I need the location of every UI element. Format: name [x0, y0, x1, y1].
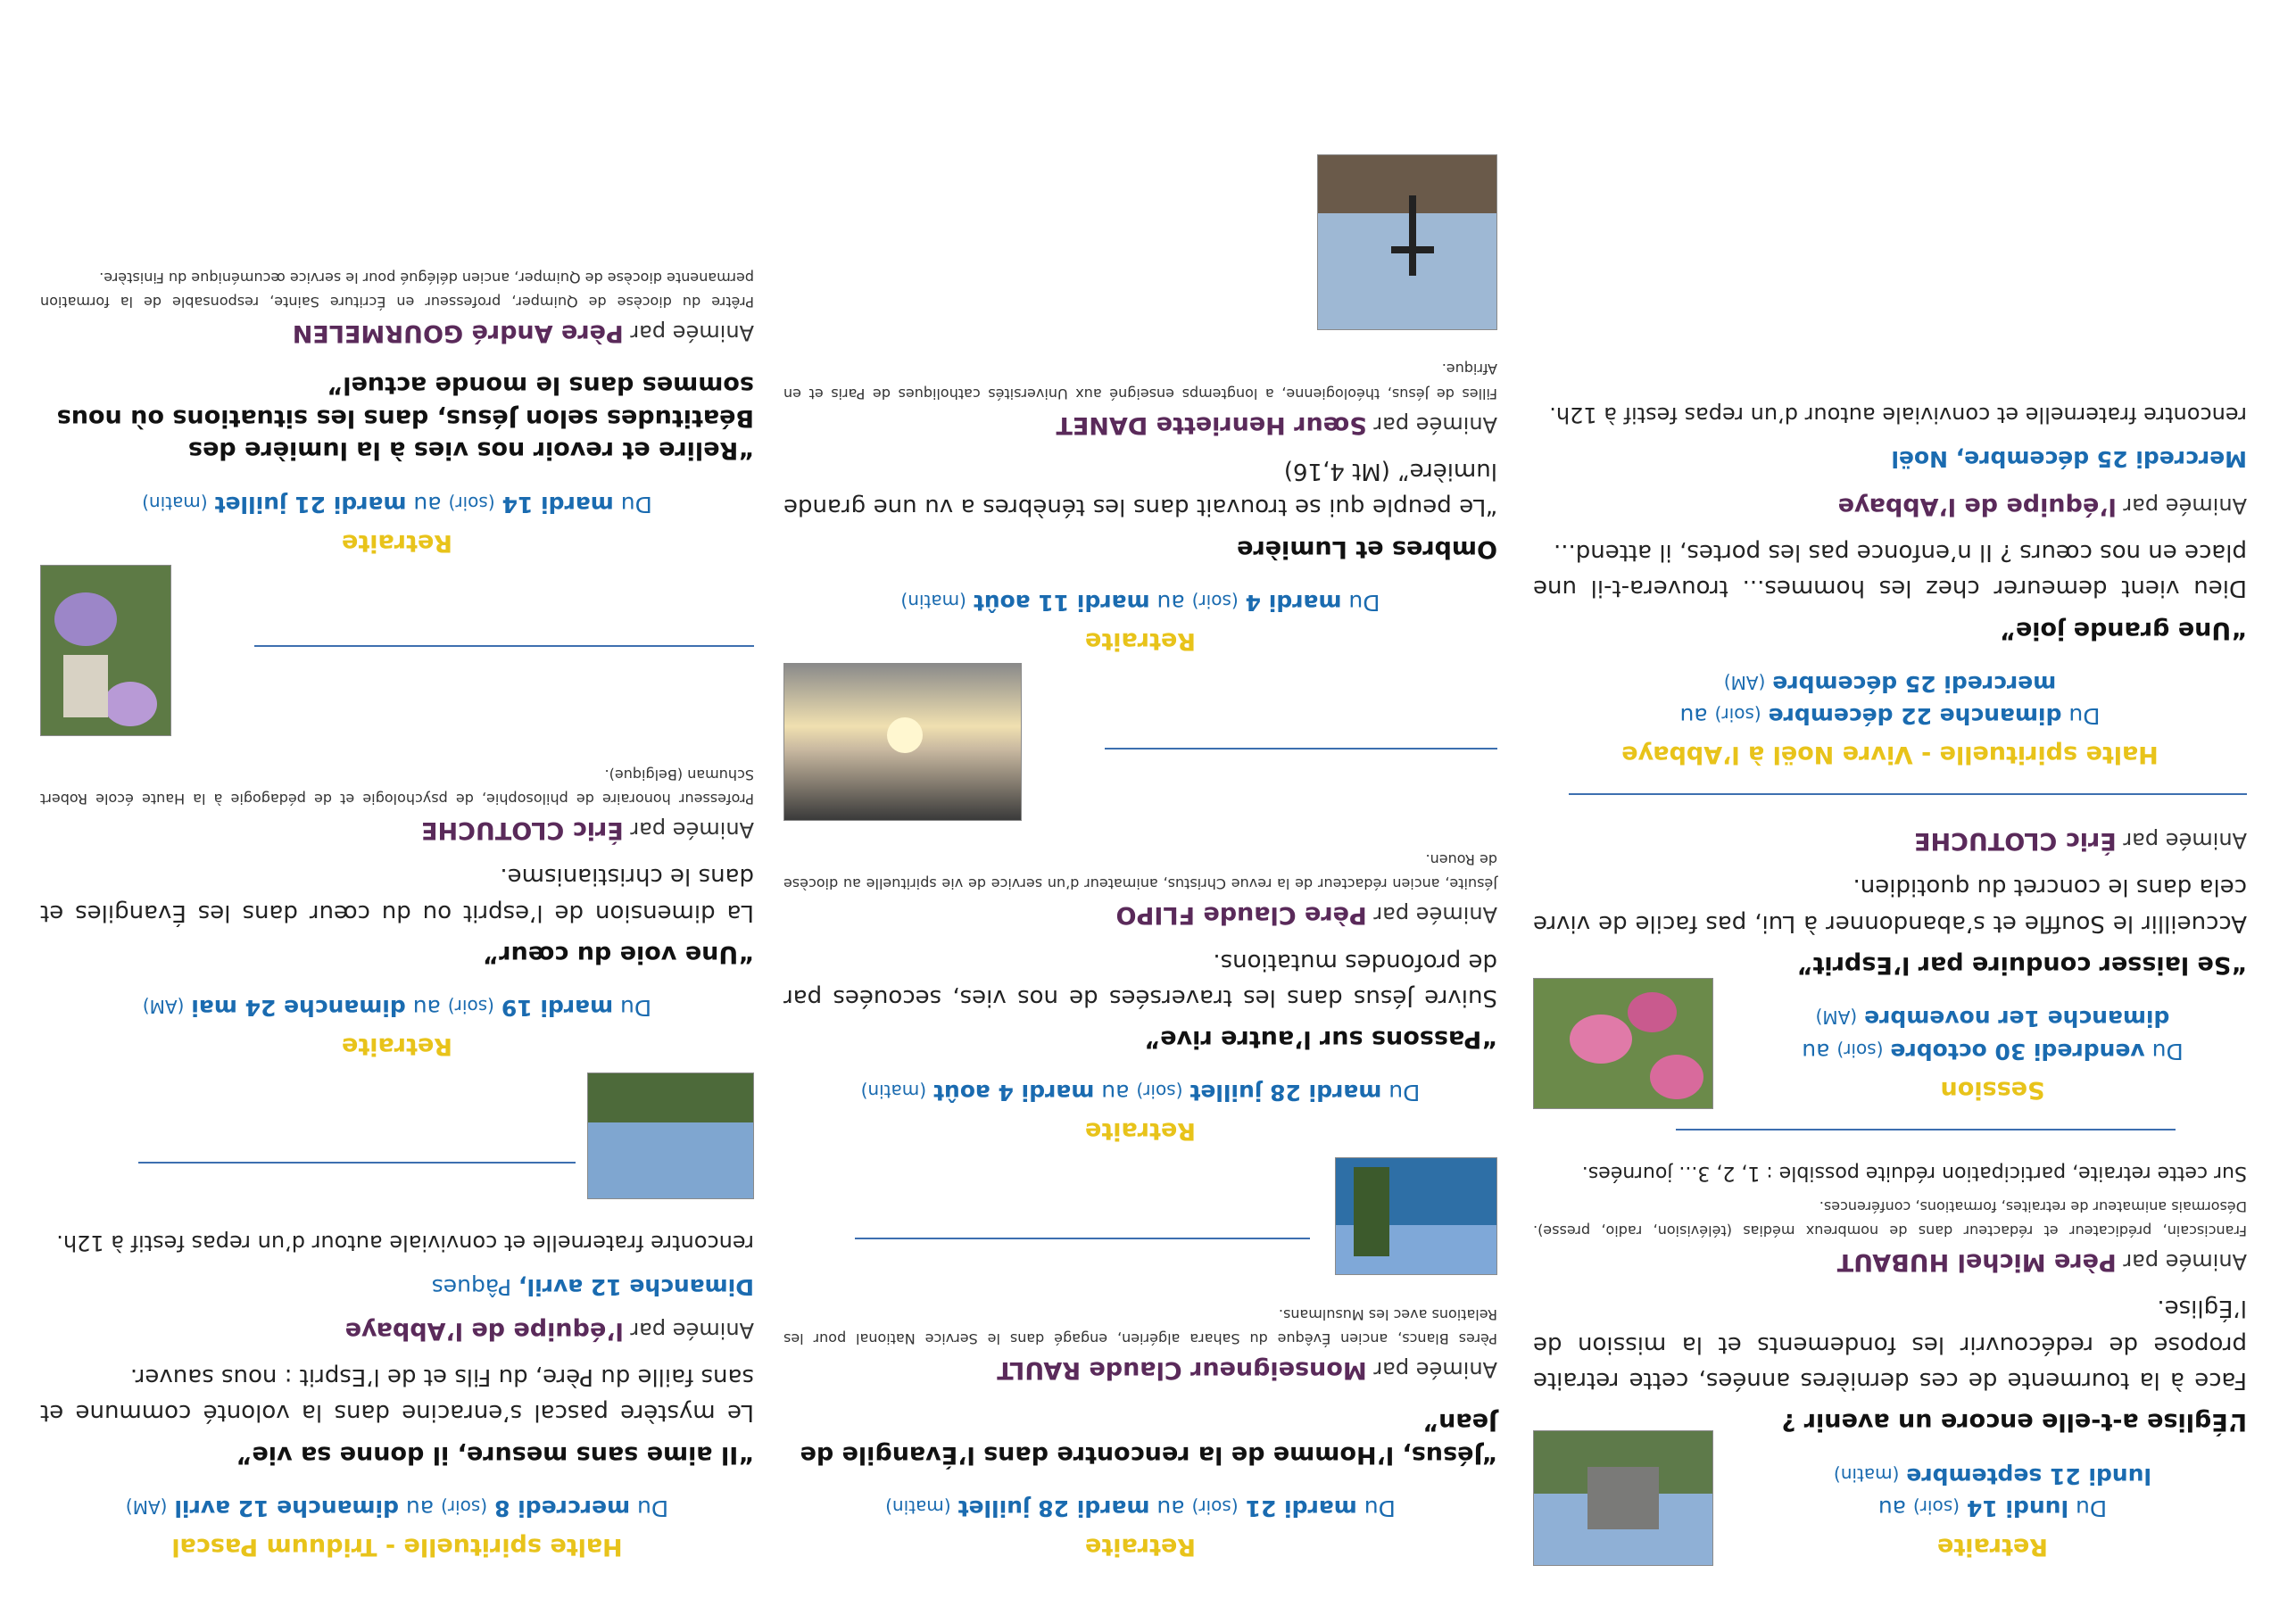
event-retraite-danet — [783, 357, 1497, 660]
event-animator: Animée par Sœur Henriette DANET — [1056, 410, 1497, 439]
event-animator: Animée par Père Claude FLIPO — [1115, 901, 1497, 930]
event-kind: Retraite — [341, 1032, 453, 1061]
event-halte-noel — [1533, 398, 2247, 774]
separator-row — [783, 1151, 1497, 1276]
event-retraite-flipo — [783, 848, 1497, 1151]
separator — [138, 1162, 576, 1164]
event-title: “Relire et revoir nos vies à la lumière des Béatitudes selon Jésus, dans les situations où nous sommes dans le monde actuel” — [56, 371, 754, 465]
event-kind: Retraite — [1084, 626, 1197, 655]
coast-photo — [587, 1073, 754, 1199]
event-title: “Une voie du cœur” — [482, 940, 754, 969]
sunset-photo — [783, 663, 1022, 821]
event-kind: Retraite — [1084, 1533, 1197, 1561]
separator-row — [40, 562, 754, 736]
separator — [1105, 748, 1497, 750]
event-title: “Jésus, l’Homme de la rencontre dans l’Évangile de Jean” — [800, 1408, 1497, 1469]
event-kind: Session — [1940, 1075, 2045, 1104]
event-date-2: Mercredi 25 décembre, Noël — [1891, 445, 2247, 472]
event-date: Du mardi 28 juillet (soir) au mardi 4 août (matin) — [860, 1080, 1421, 1106]
abbey-photo — [1533, 1430, 1713, 1566]
event-kind: Retraite — [341, 528, 453, 557]
event-animator: Animée par Éric CLOTUCHE — [1914, 827, 2247, 856]
event-date: Du mardi 14 (soir) au mardi 21 juillet (matin) — [142, 491, 652, 518]
event-note: Sur cette retraite, participation réduite possible : 1, 2, 3... journées. — [1581, 1161, 2247, 1184]
event-date: Du mardi 19 (soir) au dimanche 24 mai (AM) — [142, 995, 652, 1022]
event-kind: Retraite — [1084, 1117, 1197, 1146]
event-description-2: rencontre fraternelle et conviviale autour d’un repas festif à 12h. — [56, 1230, 754, 1256]
column-3 — [40, 239, 754, 1566]
event-retraite-beatitudes — [40, 266, 754, 562]
sea-photo — [1335, 1158, 1497, 1276]
event-title: “Il aime sans mesure, il donne sa vie” — [236, 1440, 754, 1469]
separator — [1676, 1129, 2176, 1130]
event-date: Du lundi 14 (soir) au lundi 21 septembre (matin) — [1833, 1462, 2152, 1521]
event-halte-paques — [40, 1226, 754, 1566]
event-date-2: Dimanche 12 avril, Pâques — [431, 1273, 754, 1300]
separator — [1569, 793, 2247, 795]
event-description: Le mystère pascal s’enracine dans la volonté commune et sans faille du Père, du Fils et de l’Esprit : nous sauver. — [40, 1363, 754, 1427]
event-date: Du mercredi 8 (soir) au dimanche 12 avril (AM) — [125, 1495, 669, 1521]
separator — [855, 1238, 1310, 1240]
event-description-2: rencontre fraternelle et conviviale autour d’un repas festif à 12h. — [1549, 402, 2247, 428]
event-animator: Animée par Père Michel HUBAUT — [1836, 1248, 2247, 1277]
event-date: Du mardi 4 (soir) au mardi 11 août (matin) — [900, 589, 1380, 616]
animator-bio: Prêtre du diocèse de Quimper, professeur en Écriture Sainte, responsable de la formation permanente diocèse de Quimper, ancien délégué pour le service œcuménique du Finistère. — [40, 269, 754, 311]
event-kind: Halte spirituelle - Triduum Pascal — [171, 1533, 623, 1561]
animator-bio: Pères Blancs, ancien Évêque du Sahara algérien, engagé dans le Service National pour les Relations avec les Musulmans. — [783, 1305, 1497, 1347]
event-title: Ombres et Lumière — [1237, 534, 1497, 563]
animator-bio: Jésuite, ancien rédacteur de la revue Christus, animateur d’un service de vie spirituelle au diocèse de Rouen. — [783, 851, 1497, 893]
event-title: “Une grande joie” — [2000, 616, 2247, 644]
event-date: Du mardi 21 (soir) au mardi 28 juillet (matin) — [885, 1495, 1396, 1521]
column-2 — [783, 154, 1497, 1566]
cross-photo — [1317, 154, 1497, 330]
separator-row — [783, 660, 1497, 821]
event-date: Du vendredi 30 octobre (soir) au dimanche 1er novembre (AM) — [1802, 1006, 2184, 1064]
flowers-photo — [1533, 978, 1713, 1109]
event-description: Face à la tourmente de ces dernières années, cette retraite propose de redécouvrir les fondements et la mission de l’Église. — [1533, 1295, 2247, 1395]
column-1 — [1533, 371, 2247, 1566]
event-retraite-eglise — [1533, 1157, 2247, 1566]
event-date: Du dimanche 22 décembre (soir) au mercredi 25 décembre (AM) — [1679, 670, 2101, 730]
event-description: Suivre Jésus dans les traversées de nos vies, secouées par de profondes mutations. — [783, 948, 1497, 1011]
event-description: La dimension de l’esprit ou du cœur dans les Évangiles et dans le christianisme. — [40, 863, 754, 926]
event-title: “Passons sur l’autre rive” — [1144, 1025, 1497, 1054]
animator-bio: Franciscain, prédicateur et rédacteur dans de nombreux médias (télévision, radio, presse). Désormais animateur de retraites, formations, conférences. — [1533, 1197, 2247, 1240]
hydrangea-photo — [40, 565, 171, 736]
event-animator: Animée par Monseigneur Claude RAULT — [997, 1355, 1497, 1384]
event-kind: Retraite — [1936, 1533, 2049, 1561]
event-animator: Animée par l’équipe de l’Abbaye — [1837, 492, 2247, 520]
event-retraite-rault — [783, 1303, 1497, 1567]
animator-bio: Filles de Jésus, théologienne, a longtemps enseigné aux Universités catholiques de Paris et en Afrique. — [783, 360, 1497, 402]
event-animator: Animée par Éric CLOTUCHE — [421, 816, 754, 844]
event-title: “Se laisser conduire par l’Esprit” — [1796, 951, 2247, 980]
animator-bio: Professeur honoraire de philosophie, de psychologie et de pédagogie à la Haute école Robert Schuman (Belgique). — [40, 766, 754, 808]
event-description: “Le peuple qui se trouvait dans les ténèbres a vu une grande lumière” (Mt 4,16) — [783, 457, 1497, 521]
event-retraite-coeur — [40, 763, 754, 1066]
event-animator: Animée par l’équipe de l’Abbaye — [344, 1316, 754, 1345]
separator-row — [40, 1065, 754, 1199]
event-description: Accueillir le Souffle et s’abandonner à Lui, pas facile de vivre cela dans le concret du quotidien. — [1533, 874, 2247, 937]
event-session-esprit — [1533, 822, 2247, 1109]
event-description: Dieu vient demeurer chez les hommes... trouvera-t-il une place en nos cœurs ? Il n’enfonce pas les portes, il attend... — [1533, 538, 2247, 602]
separator — [254, 645, 754, 647]
event-kind: Halte spirituelle - Vivre Noël à l’Abbaye — [1621, 741, 2159, 769]
event-animator: Animée par Père André GOURMELEN — [292, 319, 754, 348]
event-title: L’Église a-t-elle encore un avenir ? — [1781, 1408, 2247, 1437]
